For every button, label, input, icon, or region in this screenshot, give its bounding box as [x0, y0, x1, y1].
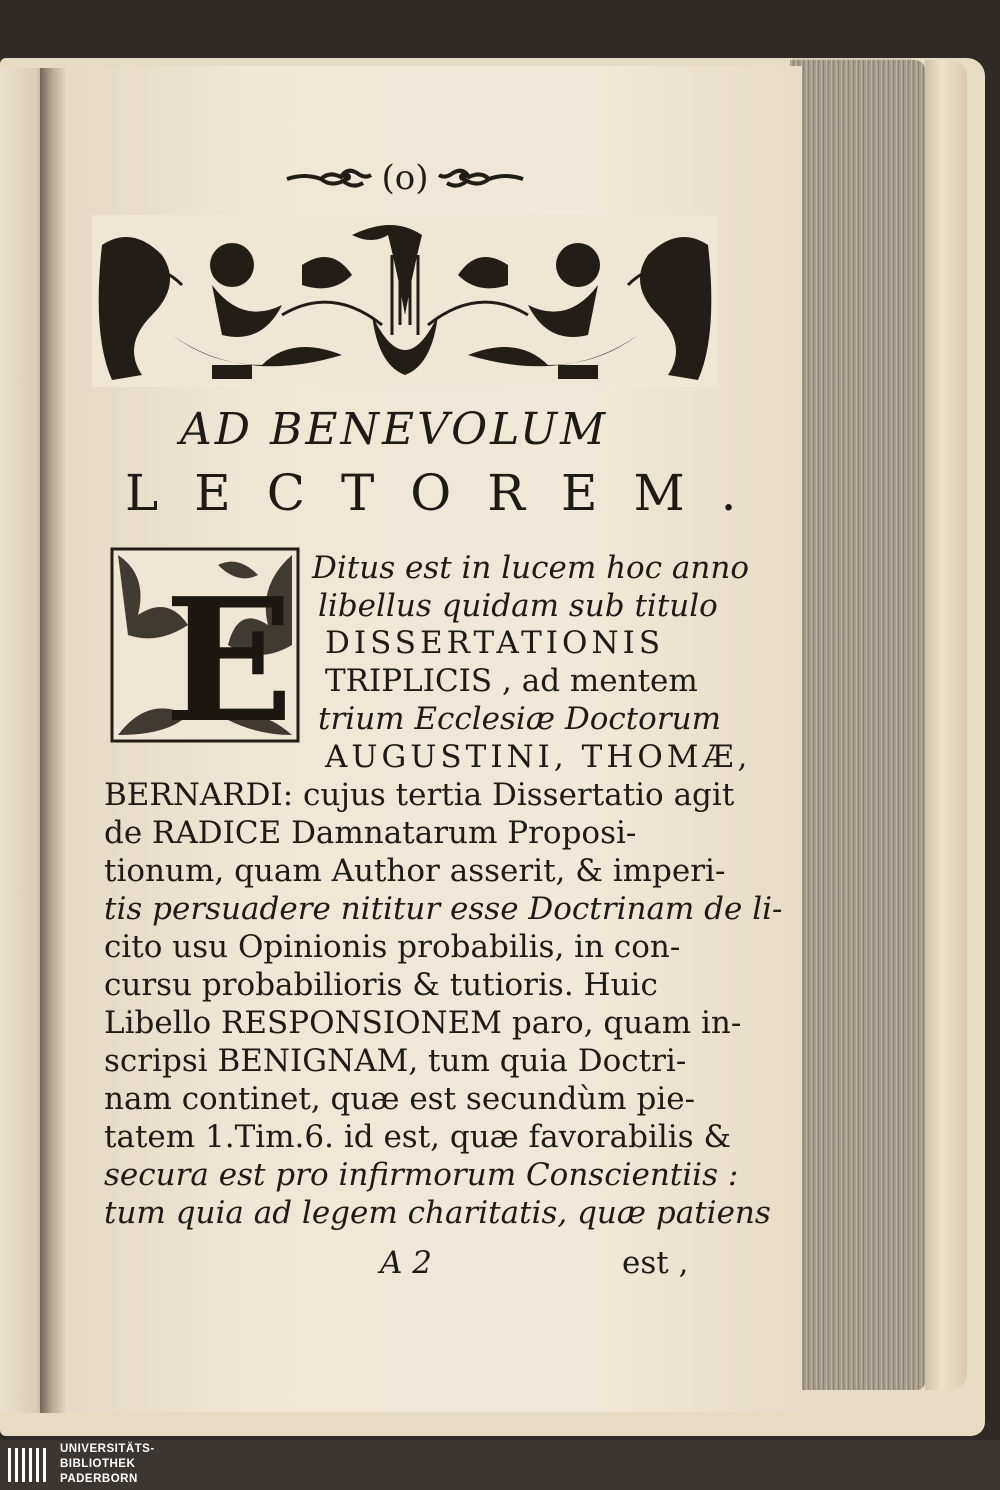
woodcut-headpiece [92, 215, 718, 387]
text-line: DISSERTATIONIS [325, 625, 665, 661]
footer-line-1: UNIVERSITÄTS- [60, 1443, 155, 1455]
right-fleuron-icon [437, 163, 525, 193]
left-fleuron-icon [285, 163, 373, 193]
text-line: cursu probabilioris & tutioris. Huic [104, 967, 658, 1003]
text-line: Libello RESPONSIONEM paro, quam in- [104, 1005, 742, 1041]
text-line: BERNARDI: cujus tertia Dissertatio agit [104, 777, 735, 813]
book-gutter [40, 68, 68, 1413]
title-line-2: LECTOREM. [125, 464, 773, 522]
text-line: scripsi BENIGNAM, tum quia Doctri- [104, 1043, 687, 1079]
text-line: TRIPLICIS , ad mentem [325, 663, 698, 699]
title-line-1: AD BENEVOLUM [180, 404, 609, 455]
vellum-binding [925, 60, 967, 1390]
text-line: AUGUSTINI, THOMÆ, [325, 739, 752, 775]
page-marker: (o) [381, 158, 429, 198]
text-line: secura est pro infirmorum Conscientiis : [104, 1157, 739, 1193]
text-line: trium Ecclesiæ Doctorum [318, 701, 722, 737]
text-line: de RADICE Damnatarum Proposi- [104, 815, 637, 851]
footer-line-3: PADERBORN [60, 1473, 138, 1485]
university-library-logo-icon [6, 1444, 54, 1486]
signature-mark: A 2 [380, 1245, 432, 1281]
page-stack-edge [790, 60, 925, 1390]
footer-line-2: BIBLIOTHEK [60, 1458, 136, 1470]
text-line: tum quia ad legem charitatis, quæ patiens [104, 1195, 771, 1231]
text-line: tatem 1.Tim.6. id est, quæ favorabilis & [104, 1119, 732, 1155]
text-line: nam continet, quæ est secundùm pie- [104, 1081, 696, 1117]
running-head [285, 156, 525, 200]
text-line: tis persuadere nititur esse Doctrinam de li- [104, 891, 783, 927]
text-line: cito usu Opinionis probabilis, in con- [104, 929, 681, 965]
decorated-initial [108, 545, 302, 745]
text-line: tionum, quam Author asserit, & imperi- [104, 853, 726, 889]
text-line: Ditus est in lucem hoc anno [312, 550, 750, 586]
catchword: est , [622, 1245, 689, 1281]
drop-cap-letter: E [164, 561, 294, 745]
text-line: libellus quidam sub titulo [318, 588, 718, 624]
